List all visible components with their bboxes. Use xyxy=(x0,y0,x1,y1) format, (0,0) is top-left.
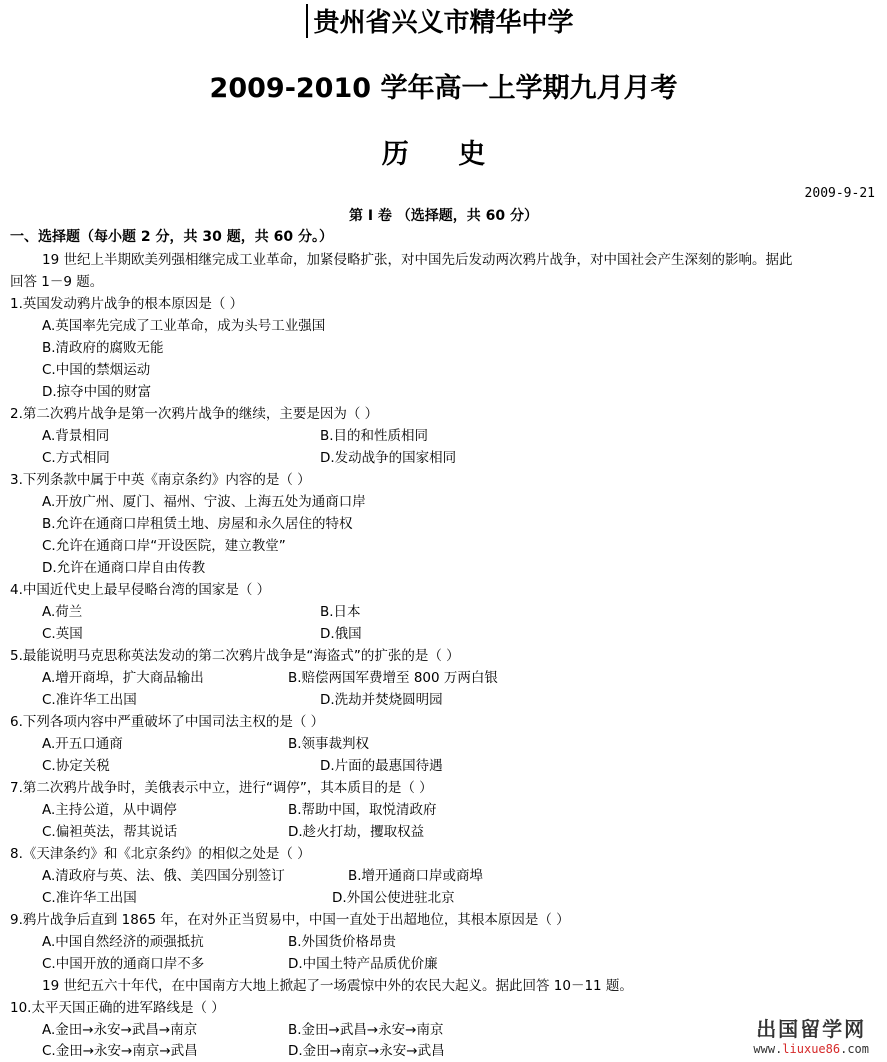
question-3-option-d: D.允许在通商口岸自由传教 xyxy=(42,560,206,576)
question-4-option-a: A.荷兰 xyxy=(42,604,83,620)
question-1-option-b: B.清政府的腐败无能 xyxy=(42,340,164,356)
question-6-option-d: D.片面的最惠国待遇 xyxy=(320,758,443,774)
intro-paragraph-1: 19 世纪上半期欧美列强相继完成工业革命，加紧侵略扩张，对中国先后发动两次鸦片战争，对中国社会产生深刻的影响。据此 xyxy=(42,252,793,268)
question-8-option-b: B.增开通商口岸或商埠 xyxy=(348,868,484,884)
intro-paragraph-1-cont: 回答 1－9 题。 xyxy=(10,274,104,290)
question-1-option-d: D.掠夺中国的财富 xyxy=(42,384,152,400)
volume-heading: 第 I 卷 （选择题，共 60 分） xyxy=(348,208,539,224)
question-5-option-d: D.洗劫并焚烧圆明园 xyxy=(320,692,443,708)
watermark-title: 出国留学网 xyxy=(756,1017,867,1041)
question-2-option-d: D.发动战争的国家相同 xyxy=(320,450,457,466)
question-1-option-c: C.中国的禁烟运动 xyxy=(42,362,151,378)
question-3-option-c: C.允许在通商口岸“开设医院，建立教堂” xyxy=(42,538,286,554)
question-8-stem: 8.《天津条约》和《北京条约》的相似之处是（ ） xyxy=(10,846,311,862)
question-2-option-a: A.背景相同 xyxy=(42,428,110,444)
question-10-option-b: B.金田→武昌→永安→南京 xyxy=(288,1022,444,1038)
question-4-option-d: D.俄国 xyxy=(320,626,362,642)
watermark-url-suffix: .com xyxy=(840,1042,869,1056)
question-9-option-a: A.中国自然经济的顽强抵抗 xyxy=(42,934,204,950)
section-title: 一、选择题（每小题 2 分，共 30 题，共 60 分。） xyxy=(10,229,333,245)
question-7-stem: 7.第二次鸦片战争时，美俄表示中立，进行“调停”，其本质目的是（ ） xyxy=(10,780,433,796)
question-8-option-d: D.外国公使进驻北京 xyxy=(332,890,455,906)
question-2-stem: 2.第二次鸦片战争是第一次鸦片战争的继续，主要是因为（ ） xyxy=(10,406,379,422)
school-title: 贵州省兴义市精华中学 xyxy=(313,8,574,38)
question-6-option-b: B.领事裁判权 xyxy=(288,736,370,752)
watermark-url-prefix: www. xyxy=(753,1042,783,1056)
question-9-option-d: D.中国土特产品质优价廉 xyxy=(288,956,438,972)
question-4-stem: 4.中国近代史上最早侵略台湾的国家是（ ） xyxy=(10,582,271,598)
subject-title: 历 史 xyxy=(381,139,506,170)
watermark-url-domain: liuxue86 xyxy=(782,1042,841,1056)
question-5-option-b: B.赔偿两国军费增至 800 万两白银 xyxy=(288,670,498,686)
question-6-option-a: A.开五口通商 xyxy=(42,736,123,752)
watermark-url xyxy=(753,1042,869,1056)
question-1-stem: 1.英国发动鸦片战争的根本原因是（ ） xyxy=(10,296,244,312)
question-4-option-b: B.日本 xyxy=(320,604,361,620)
question-10-stem: 10.太平天国正确的进军路线是（ ） xyxy=(10,1000,225,1016)
question-2-option-b: B.目的和性质相同 xyxy=(320,428,429,444)
question-3-stem: 3.下列条款中属于中英《南京条约》内容的是（ ） xyxy=(10,472,311,488)
question-5-option-a: A.增开商埠，扩大商品输出 xyxy=(42,670,204,686)
question-8-option-a: A.清政府与英、法、俄、美四国分别签订 xyxy=(42,868,285,884)
question-10-option-a: A.金田→永安→武昌→南京 xyxy=(42,1022,198,1038)
question-9-option-b: B.外国货价格昂贵 xyxy=(288,934,397,950)
question-4-option-c: C.英国 xyxy=(42,626,83,642)
question-7-option-b: B.帮助中国，取悦清政府 xyxy=(288,802,437,818)
exam-date: 2009-9-21 xyxy=(804,186,875,201)
question-2-option-c: C.方式相同 xyxy=(42,450,110,466)
question-5-stem: 5.最能说明马克思称英法发动的第二次鸦片战争是“海盗式”的扩张的是（ ） xyxy=(10,648,460,664)
question-10-option-c: C.金田→永安→南京→武昌 xyxy=(42,1043,198,1059)
question-9-option-c: C.中国开放的通商口岸不多 xyxy=(42,956,205,972)
question-6-stem: 6.下列各项内容中严重破坏了中国司法主权的是（ ） xyxy=(10,714,325,730)
question-7-option-a: A.主持公道，从中调停 xyxy=(42,802,177,818)
site-watermark xyxy=(753,1013,869,1056)
question-1-option-a: A.英国率先完成了工业革命，成为头号工业强国 xyxy=(42,318,326,334)
intro-paragraph-2: 19 世纪五六十年代，在中国南方大地上掀起了一场震惊中外的农民大起义。据此回答 10－11 题。 xyxy=(42,978,633,994)
question-7-option-d: D.趁火打劫，攫取权益 xyxy=(288,824,425,840)
question-5-option-c: C.准许华工出国 xyxy=(42,692,137,708)
question-3-option-b: B.允许在通商口岸租赁土地、房屋和永久居住的特权 xyxy=(42,516,353,532)
exam-title: 2009-2010 学年高一上学期九月月考 xyxy=(209,73,678,104)
question-9-stem: 9.鸦片战争后直到 1865 年，在对外正当贸易中，中国一直处于出超地位，其根本原因是（ ） xyxy=(10,912,570,928)
question-7-option-c: C.偏袒英法，帮其说话 xyxy=(42,824,178,840)
question-3-option-a: A.开放广州、厦门、福州、宁波、上海五处为通商口岸 xyxy=(42,494,366,510)
question-6-option-c: C.协定关税 xyxy=(42,758,110,774)
question-8-option-c: C.准许华工出国 xyxy=(42,890,137,906)
question-10-option-d: D.金田→南京→永安→武昌 xyxy=(288,1043,445,1059)
